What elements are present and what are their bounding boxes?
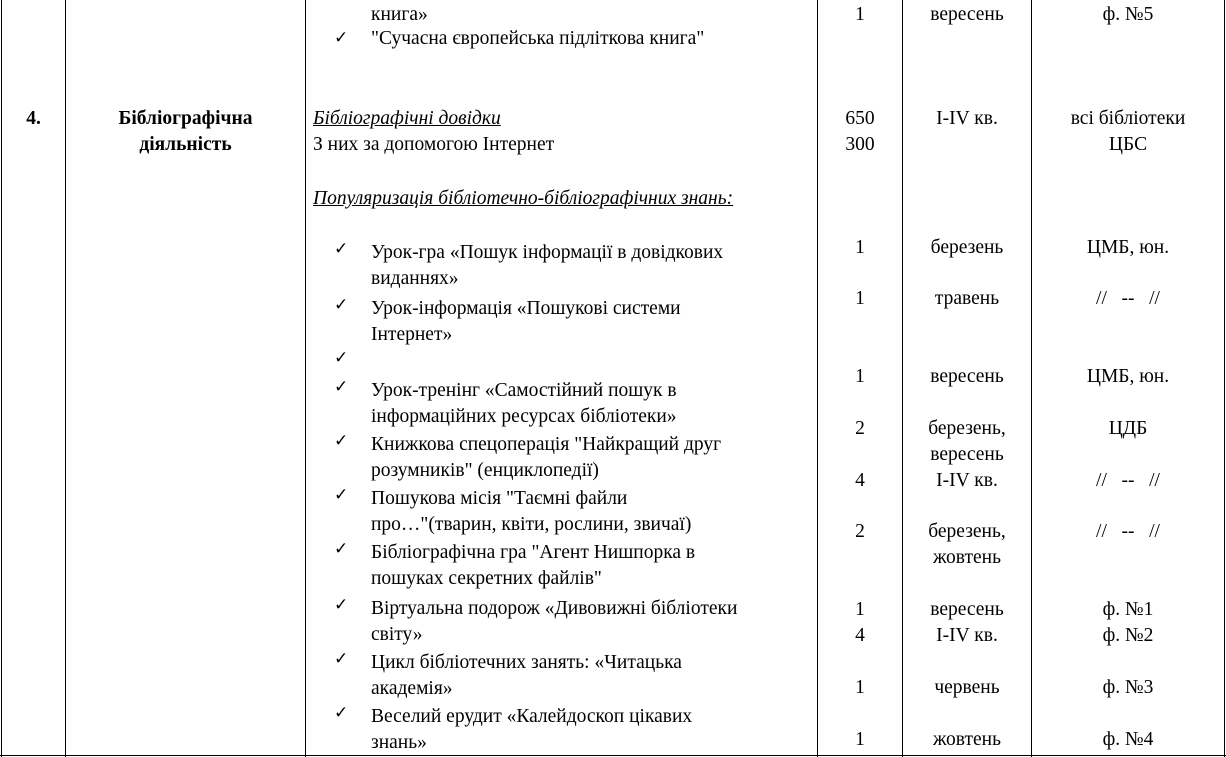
column-divider: [305, 0, 306, 757]
checkmark-icon: ✓: [334, 649, 349, 669]
table-border-right: [1224, 0, 1225, 757]
item-text: Урок-гра «Пошук інформації в довідкових: [371, 242, 724, 263]
checkmark-icon: ✓: [334, 485, 349, 505]
quantity-cell: 4: [855, 470, 865, 491]
item-text: знань»: [371, 732, 427, 753]
item-text: Урок-інформація «Пошукові системи: [371, 298, 681, 319]
responsible-cell: ф. №5: [1102, 4, 1154, 25]
checkmark-icon: ✓: [334, 431, 349, 451]
references-internet-quantity: 300: [845, 134, 875, 155]
date-cell: березень,: [928, 418, 1006, 439]
checkmark-icon: ✓: [334, 348, 349, 368]
checkmark-icon: ✓: [334, 28, 349, 48]
references-heading: Бібліографічні довідки: [313, 108, 501, 129]
item-text: інформаційних ресурсах бібліотеки»: [371, 406, 677, 427]
item-text: Книжкова спецоперація "Найкращий друг: [371, 434, 722, 455]
checkmark-icon: ✓: [334, 539, 349, 559]
date-cell: травень: [934, 288, 1000, 309]
responsible-cell: ф. №4: [1102, 729, 1154, 750]
date-cell: I-IV кв.: [936, 470, 998, 491]
date-cell: червень: [934, 677, 1000, 698]
references-subline: З них за допомогою Інтернет: [313, 134, 555, 155]
quantity-cell: 2: [855, 521, 865, 542]
checkmark-icon: ✓: [334, 239, 349, 259]
responsible-cell: // -- //: [1096, 521, 1160, 542]
references-responsible-line-2: ЦБС: [1108, 134, 1148, 155]
references-quantity: 650: [845, 108, 875, 129]
section-title-line-2: діяльність: [139, 134, 232, 155]
checkmark-icon: ✓: [334, 295, 349, 315]
quantity-cell: 1: [855, 677, 865, 698]
table-border-bottom: [0, 755, 1226, 756]
date-cell: березень: [930, 237, 1004, 258]
checkmark-icon: ✓: [334, 595, 349, 615]
item-text: Інтернет»: [371, 324, 453, 345]
responsible-cell: ЦМБ, юн.: [1086, 237, 1170, 258]
quantity-cell: 4: [855, 625, 865, 646]
section-title-line-1: Бібліографічна: [118, 108, 253, 129]
item-text: Бібліографічна гра "Агент Нишпорка в: [371, 542, 696, 563]
quantity-cell: 1: [855, 599, 865, 620]
quantity-cell: 1: [855, 4, 865, 25]
responsible-cell: ф. №1: [1102, 599, 1154, 620]
quantity-cell: 1: [855, 729, 865, 750]
date-cell: вересень: [930, 599, 1004, 620]
responsible-cell: // -- //: [1096, 470, 1160, 491]
item-text: академія»: [371, 678, 453, 699]
item-text: Веселий ерудит «Калейдоскоп цікавих: [371, 706, 693, 727]
popularization-heading: Популяризація бібліотечно-бібліографічних знань:: [313, 188, 734, 209]
responsible-cell: ф. №2: [1102, 625, 1154, 646]
date-cell: жовтень: [933, 729, 1001, 750]
date-cell: вересень: [930, 366, 1004, 387]
quantity-cell: 1: [855, 237, 865, 258]
item-text: Пошукова місія "Таємні файли: [371, 488, 628, 509]
responsible-cell: // -- //: [1096, 288, 1160, 309]
quantity-cell: 1: [855, 366, 865, 387]
quantity-cell: 2: [855, 418, 865, 439]
item-text: про…"(тварин, квіти, рослини, звичаї): [371, 514, 692, 535]
row-number: 4.: [26, 108, 41, 129]
item-text: книга»: [371, 4, 428, 25]
item-text: Урок-тренінг «Самостійний пошук в: [371, 380, 677, 401]
item-text: Віртуальна подорож «Дивовижні бібліотеки: [371, 598, 738, 619]
references-date: I-IV кв.: [936, 108, 998, 129]
references-responsible-line-1: всі бібліотеки: [1070, 108, 1186, 129]
item-text: "Сучасна європейська підліткова книга": [371, 28, 705, 49]
date-cell: I-IV кв.: [936, 625, 998, 646]
responsible-cell: ЦДБ: [1108, 418, 1148, 439]
date-cell: вересень: [930, 444, 1004, 465]
item-text: Цикл бібліотечних занять: «Читацька: [371, 652, 682, 673]
item-text: виданнях»: [371, 268, 459, 289]
date-cell: вересень: [930, 4, 1004, 25]
checkmark-icon: ✓: [334, 703, 349, 723]
date-cell: березень,: [928, 521, 1006, 542]
responsible-cell: ф. №3: [1102, 677, 1154, 698]
item-text: світу»: [371, 624, 423, 645]
item-text: пошуках секретних файлів": [371, 568, 602, 589]
responsible-cell: ЦМБ, юн.: [1086, 366, 1170, 387]
checkmark-icon: ✓: [334, 377, 349, 397]
item-text: розумників" (енциклопедії): [371, 460, 599, 481]
date-cell: жовтень: [933, 547, 1001, 568]
quantity-cell: 1: [855, 288, 865, 309]
